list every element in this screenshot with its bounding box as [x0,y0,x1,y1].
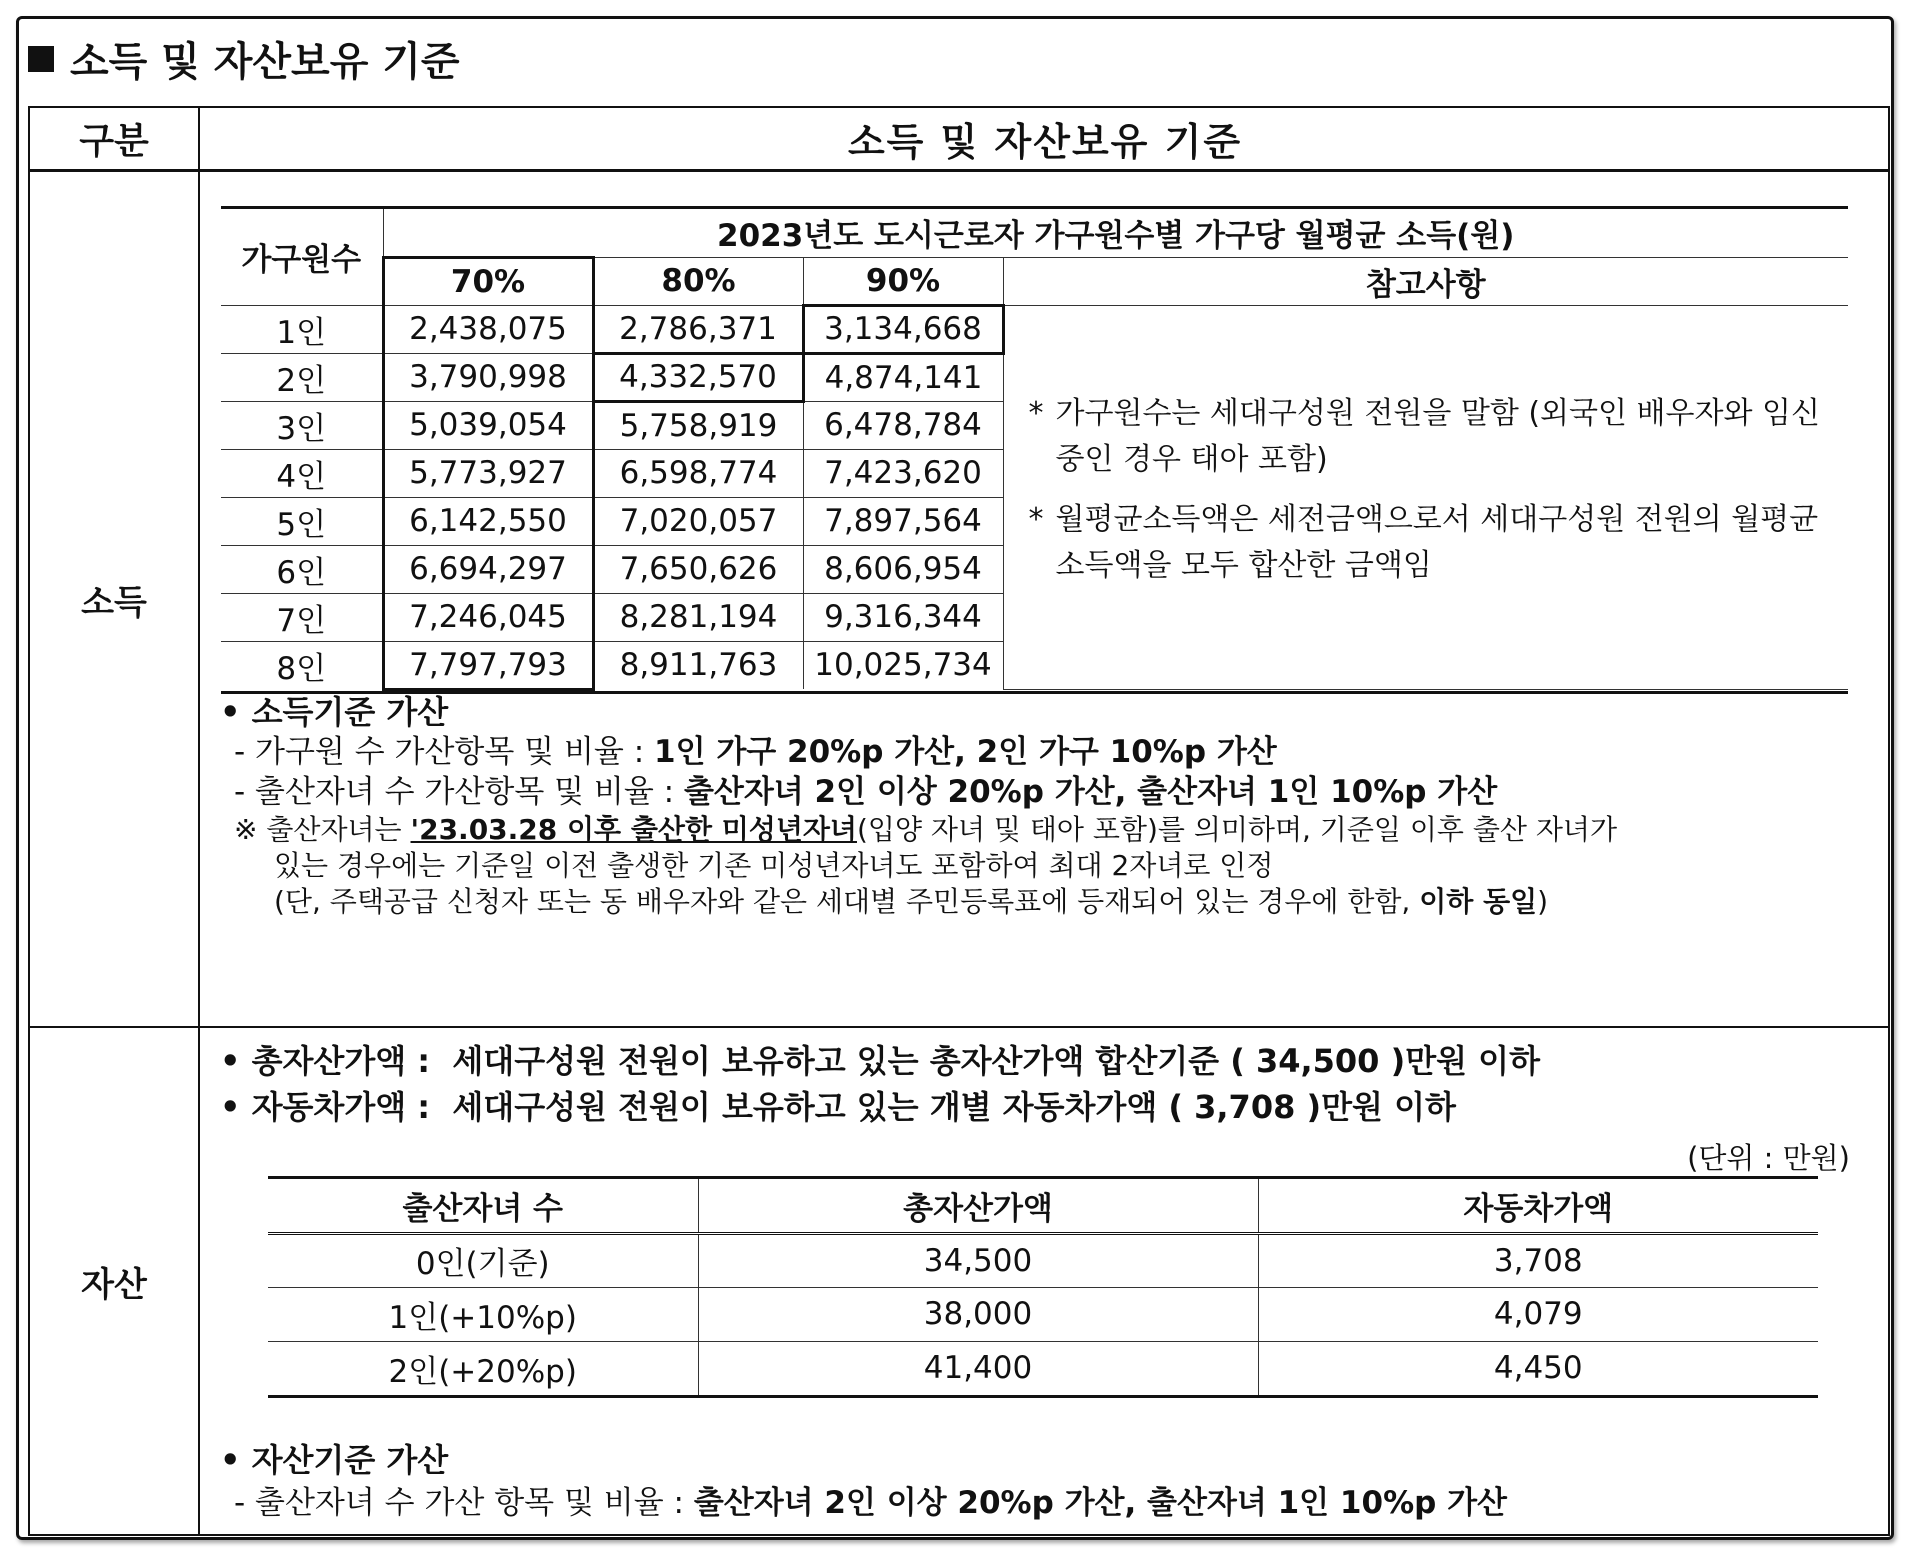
value-80: 5,758,919 [593,401,803,449]
note-income: 월평균소득액은 세전금액으로서 세대구성원 전원의 월평균소득액을 모두 합산한 금액임 [1055,502,1819,583]
title-text: 소득 및 자산보유 기준 [70,39,460,85]
square-bullet-icon [28,46,54,72]
income-add-title: • 소득기준 가산 [220,693,449,731]
col-70: 70% [383,257,593,305]
value-90: 4,874,141 [803,353,1003,401]
car-value: 4,079 [1258,1287,1818,1341]
total-asset-line: • 총자산가액 : 세대구성원 전원이 보유하고 있는 총자산가액 합산기준 ( 34,500 )만원 이하 [220,1042,1541,1080]
asset-add-notes [220,1440,1507,1526]
children-count: 1인(+10%p) [268,1287,698,1341]
car-value: 4,450 [1258,1341,1818,1395]
value-80: 8,911,763 [593,641,803,689]
total-asset-value: 38,000 [698,1287,1258,1341]
income-section [200,172,1890,1028]
value-90: 7,897,564 [803,497,1003,545]
header-criteria: 소득 및 자산보유 기준 [200,108,1890,172]
asset-table [268,1176,1818,1398]
label-income: 소득 [30,172,200,1028]
value-90: 9,316,344 [803,593,1003,641]
criteria-table [28,106,1890,1536]
value-90: 10,025,734 [803,641,1003,689]
household-size: 8인 [221,641,383,689]
income-add-notes [220,692,1617,920]
household-size: 6인 [221,545,383,593]
label-asset: 자산 [30,1028,200,1534]
value-80: 6,598,774 [593,449,803,497]
value-70: 3,790,998 [383,353,593,401]
total-asset-value: 34,500 [698,1233,1258,1287]
remark-line-1: ※ 출산자녀는 '23.03.28 이후 출산한 미성년자녀(입양 자녀 및 태아 포함)를 의미하며, 기준일 이후 출산 자녀가 [234,813,1617,846]
value-70: 6,142,550 [383,497,593,545]
car-asset-line: • 자동차가액 : 세대구성원 전원이 보유하고 있는 개별 자동차가액 ( 3,708 )만원 이하 [220,1088,1456,1126]
col-90: 90% [803,257,1003,305]
children-count: 0인(기준) [268,1233,698,1287]
col-reference: 참고사항 [1003,257,1848,305]
asset-section [200,1028,1890,1534]
col-car-value: 자동차가액 [1258,1179,1818,1233]
asset-add-line: - 출산자녀 수 가산 항목 및 비율 : 출산자녀 2인 이상 20%p 가산, 출산자녀 1인 10%p 가산 [234,1485,1507,1521]
total-asset-value: 41,400 [698,1341,1258,1395]
household-add-line: - 가구원 수 가산항목 및 비율 : 1인 가구 20%p 가산, 2인 가구 10%p 가산 [234,734,1277,770]
value-80: 8,281,194 [593,593,803,641]
header-category: 구분 [30,108,200,172]
household-size: 5인 [221,497,383,545]
value-70: 2,438,075 [383,305,593,353]
value-70: 6,694,297 [383,545,593,593]
col-children: 출산자녀 수 [268,1179,698,1233]
household-size: 7인 [221,593,383,641]
value-90: 7,423,620 [803,449,1003,497]
value-80: 4,332,570 [593,353,803,401]
income-table [221,206,1848,694]
value-70: 5,039,054 [383,401,593,449]
household-size: 3인 [221,401,383,449]
car-value: 3,708 [1258,1233,1818,1287]
table-row [268,1287,1818,1341]
asset-criteria [220,1038,1540,1130]
value-70: 7,246,045 [383,593,593,641]
value-70: 5,773,927 [383,449,593,497]
value-80: 7,650,626 [593,545,803,593]
household-col-header: 가구원수 [221,209,383,305]
household-size: 4인 [221,449,383,497]
table-row [221,305,1848,353]
table-row [268,1233,1818,1287]
value-90: 6,478,784 [803,401,1003,449]
asset-add-title: • 자산기준 가산 [220,1441,449,1479]
household-size: 2인 [221,353,383,401]
value-70: 7,797,793 [383,641,593,689]
note-household: 가구원수는 세대구성원 전원을 말함 (외국인 배우자와 임신중인 경우 태아 포함) [1055,396,1820,477]
household-size: 1인 [221,305,383,353]
group-header: 2023년도 도시근로자 가구원수별 가구당 월평균 소득(원) [383,209,1848,257]
value-90: 3,134,668 [803,305,1003,353]
col-80: 80% [593,257,803,305]
children-add-line: - 출산자녀 수 가산항목 및 비율 : 출산자녀 2인 이상 20%p 가산, 출산자녀 1인 10%p 가산 [234,774,1498,810]
children-count: 2인(+20%p) [268,1341,698,1395]
col-total-asset: 총자산가액 [698,1179,1258,1233]
value-80: 2,786,371 [593,305,803,353]
value-90: 8,606,954 [803,545,1003,593]
asterisk-icon: * [1028,502,1044,537]
remark-line-3: (단, 주택공급 신청자 또는 동 배우자와 같은 세대별 주민등록표에 등재되어 있는 경우에 한함, 이하 동일) [274,885,1549,918]
asterisk-icon: * [1028,396,1044,431]
document-title [28,30,460,87]
remark-line-2: 있는 경우에는 기준일 이전 출생한 기존 미성년자녀도 포함하여 최대 2자녀로 인정 [274,849,1274,882]
table-row [268,1341,1818,1395]
value-80: 7,020,057 [593,497,803,545]
reference-notes [1003,305,1848,689]
unit-label: (단위 : 만원) [1687,1141,1850,1175]
